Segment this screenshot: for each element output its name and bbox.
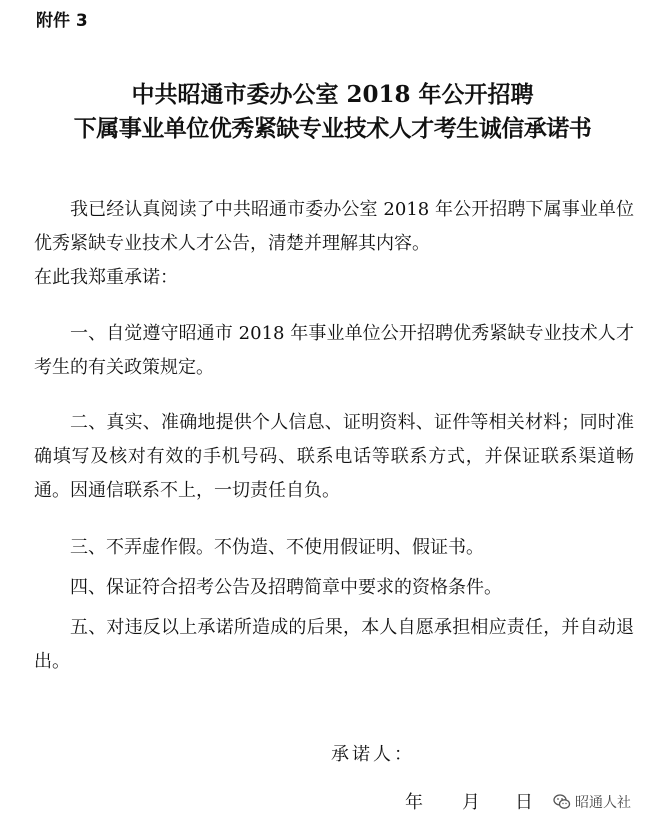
pledge-item-text: 一、自觉遵守昭通市 2018 年事业单位公开招聘优秀紧缺专业技术人才考生的有关政策规定。 [34, 323, 634, 378]
watermark-text: 昭通人社 [575, 795, 631, 811]
intro-paragraph [34, 193, 634, 295]
pledge-item-1 [34, 317, 634, 385]
pledge-item-text: 三、不弄虚作假。不伪造、不使用假证明、假证书。 [70, 537, 484, 558]
date-day-label: 日 [515, 792, 533, 813]
pledge-item-text: 二、真实、准确地提供个人信息、证明资料、证件等相关材料；同时准确填写及核对有效的手机号码、联系电话等联系方式，并保证联系渠道畅通。因通信联系不上，一切责任自负。 [34, 412, 634, 501]
attachment-label: 附件 3 [36, 11, 88, 31]
pledge-item-2 [34, 406, 634, 508]
pledge-item-text: 五、对违反以上承诺所造成的后果，本人自愿承担相应责任，并自动退出。 [34, 617, 634, 672]
signer-label: 承诺人： [331, 744, 415, 765]
source-watermark [553, 792, 631, 812]
intro-text: 我已经认真阅读了中共昭通市委办公室 2018 年公开招聘下属事业单位优秀紧缺专业技术人才公告，清楚并理解其内容。 [34, 199, 634, 254]
pledge-lead: 在此我郑重承诺： [34, 267, 178, 288]
pledge-item-3 [34, 531, 634, 565]
document-title-line-2: 下属事业单位优秀紧缺专业技术人才考生诚信承诺书 [73, 115, 592, 142]
date-year-label: 年 [405, 792, 423, 813]
pledge-item-5 [34, 611, 634, 679]
pledge-item-4 [34, 571, 634, 605]
wechat-icon [553, 794, 571, 810]
date-month-label: 月 [462, 792, 480, 813]
document-title-line-1: 中共昭通市委办公室 2018 年公开招聘 [131, 81, 534, 108]
pledge-item-text: 四、保证符合招考公告及招聘简章中要求的资格条件。 [70, 577, 502, 598]
